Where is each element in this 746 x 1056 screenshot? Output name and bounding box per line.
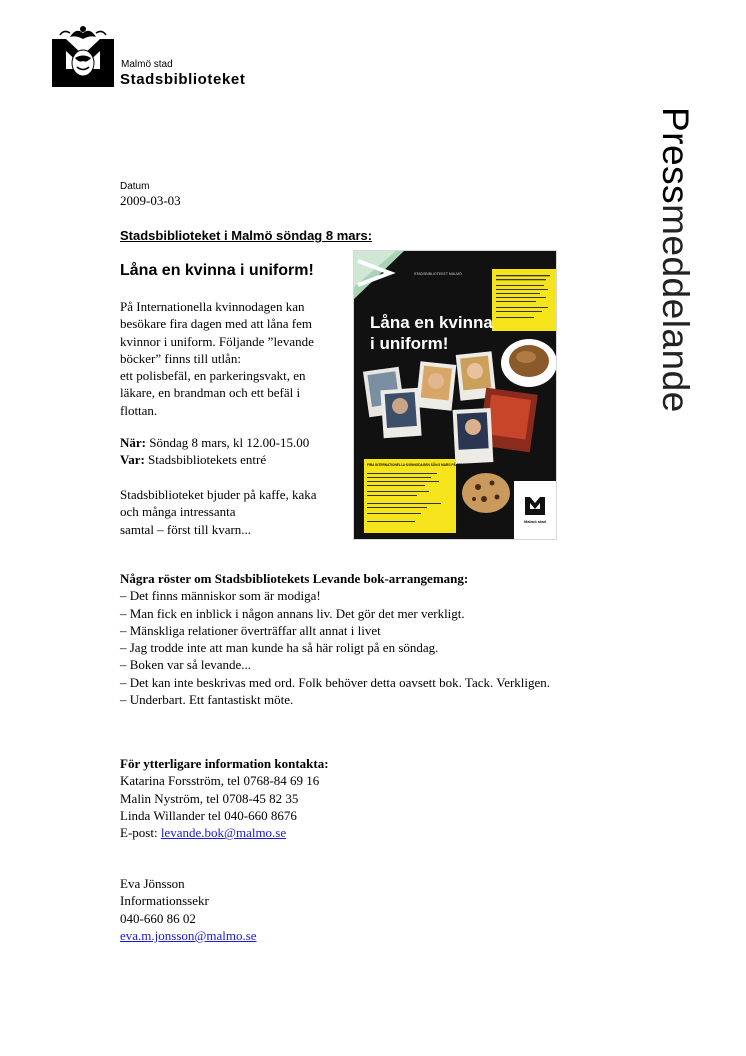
signoff-section [120, 875, 257, 944]
voice-item: – Boken var så levande... [120, 657, 252, 673]
note-line: och många intressanta [120, 504, 236, 520]
signoff-email-link[interactable]: eva.m.jonsson@malmo.se [120, 927, 257, 943]
date-value: 2009-03-03 [120, 193, 181, 208]
contact-heading-text: För ytterligare information kontakta: [120, 756, 329, 771]
poster-top-label: STADSBIBLIOTEKET MALMÖ [414, 272, 462, 276]
event-where [120, 451, 309, 468]
org-name-small: Malmö stad [121, 59, 173, 70]
event-details [120, 434, 309, 469]
poster-title-line2: i uniform! [370, 334, 449, 353]
intro-line: flottan. [120, 402, 158, 418]
event-when [120, 434, 309, 451]
voice-item: – Mänskliga relationer överträffar allt annat i livet [120, 622, 381, 638]
when-label: När: [120, 435, 146, 450]
signoff-email [120, 927, 257, 944]
voice-item: – Det finns människor som är modiga! [120, 588, 321, 604]
when-value: Söndag 8 mars, kl 12.00-15.00 [146, 435, 310, 450]
page-title: Låna en kvinna i uniform! [120, 262, 314, 279]
contact-line: Malin Nyström, tel 0708-45 82 35 [120, 790, 299, 806]
signoff-name: Eva Jönsson [120, 876, 185, 891]
poster-brand: Malmö stad [523, 519, 547, 524]
intro-line: besökare fira dagen med att låna fem [120, 316, 313, 332]
contact-line: Linda Willander tel 040-660 8676 [120, 807, 297, 823]
voice-item: – Jag trodde inte att man kunde ha så här roligt på en söndag. [120, 640, 439, 656]
org-name: Stadsbiblioteket [120, 71, 246, 88]
contact-line: Katarina Forsström, tel 0768-84 69 16 [120, 773, 320, 789]
voices-heading [120, 570, 560, 587]
vertical-title-thin: meddelande [655, 204, 696, 413]
contact-section [120, 755, 329, 841]
voice-item: – Underbart. Ett fantastiskt möte. [120, 692, 294, 708]
contact-email-line [120, 824, 329, 841]
note-line: samtal – först till kvarn... [120, 521, 252, 537]
intro-line: böcker” finns till utlån: [120, 350, 241, 366]
intro-line: ett polisbefäl, en parkeringsvakt, en [120, 368, 306, 384]
intro-line: På Internationella kvinnodagen kan [120, 299, 305, 314]
poster-title-line1: Låna en kvinna [370, 313, 493, 332]
signoff-phone: 040-660 86 02 [120, 910, 196, 926]
vertical-title-bold: Press [655, 107, 696, 205]
where-label: Var: [120, 452, 145, 468]
where-value: Stadsbibliotekets entré [144, 452, 267, 468]
poster-bottom-text: FIRA INTERNATIONELLA KVINNODAGEN SÖN 8 MARS PÅ STADSBIBLIOTEKET I MALMÖ [367, 463, 504, 467]
contact-email-link[interactable]: levande.bok@malmo.se [160, 825, 287, 841]
note-line: Stadsbiblioteket bjuder på kaffe, kaka [120, 487, 317, 502]
signoff-role: Informationssekr [120, 893, 209, 909]
event-poster-image [353, 250, 557, 540]
intro-paragraph [120, 298, 345, 419]
date-label: Datum [120, 181, 150, 192]
voice-item: – Man fick en inblick i någon annans liv. Det gör det mer verkligt. [120, 605, 465, 621]
voices-heading-text: Några röster om Stadsbibliotekets Levande bok-arrangemang: [120, 571, 469, 586]
contact-heading [120, 755, 329, 772]
email-label: E-post: [120, 825, 161, 841]
voice-item: – Det kan inte beskrivas med ord. Folk behöver detta oavsett bok. Tack. Verkligen. [120, 674, 551, 690]
headline: Stadsbiblioteket i Malmö söndag 8 mars: [120, 228, 373, 243]
intro-line: kvinnor i uniform. Följande ”levande [120, 333, 314, 349]
press-release-vertical-title [655, 107, 695, 547]
intro-line: läkare, en brandman och ett befäl i [120, 385, 301, 401]
coffee-note [120, 486, 345, 538]
malmo-coat-of-arms-logo [52, 25, 114, 87]
voices-section [120, 570, 560, 708]
